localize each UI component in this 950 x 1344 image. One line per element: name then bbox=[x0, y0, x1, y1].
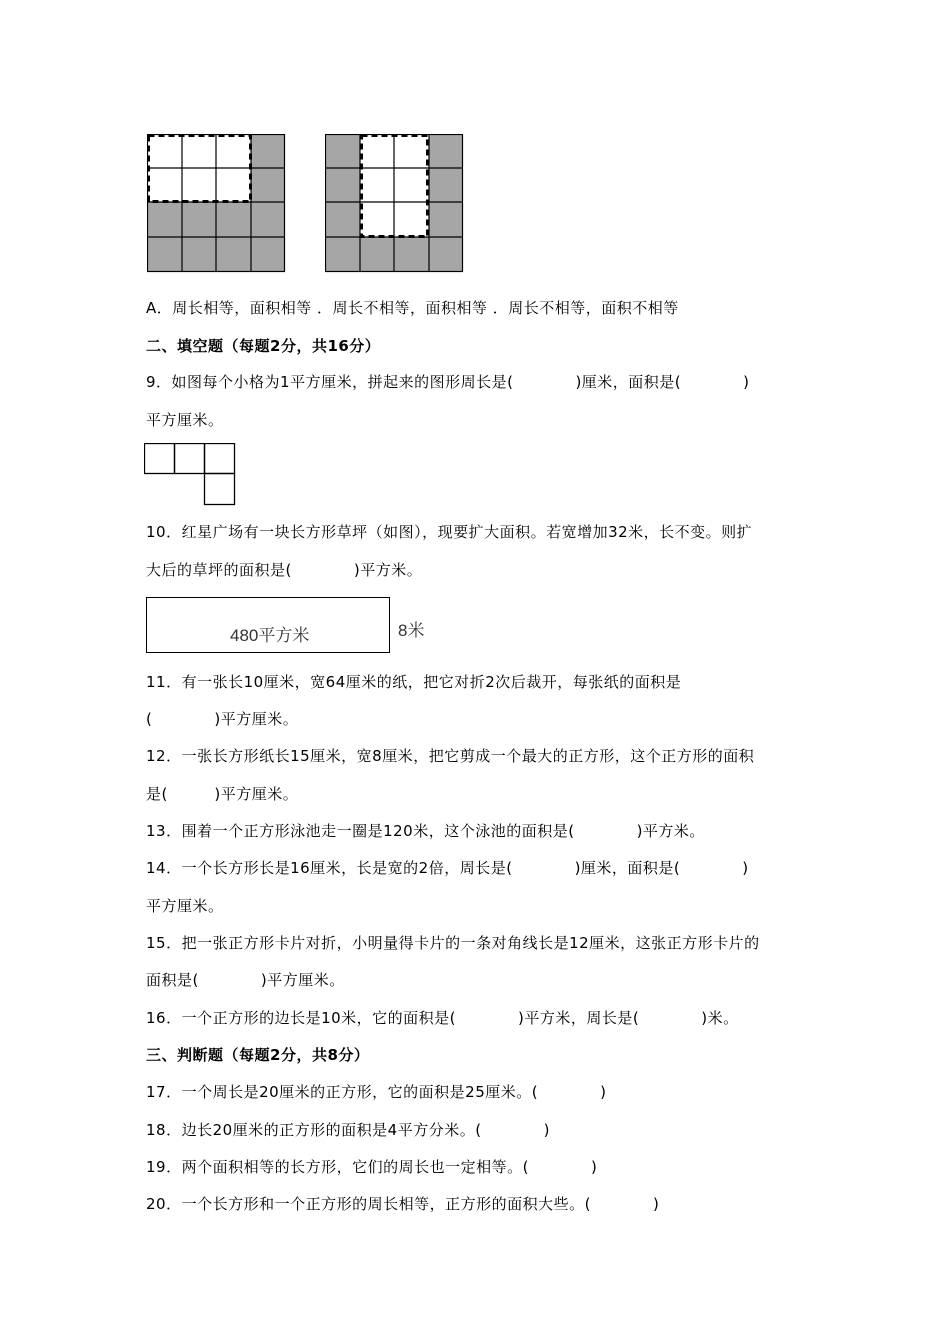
q12-line2: 是( )平方厘米。 bbox=[146, 785, 299, 803]
q20-line1: 20．一个长方形和一个正方形的周长相等，正方形的面积大些。( ) bbox=[146, 1195, 660, 1213]
q8-grid-left bbox=[147, 134, 287, 274]
q13-line1: 13．围着一个正方形泳池走一圈是120米，这个泳池的面积是( )平方米。 bbox=[146, 822, 705, 840]
q9-line2: 平方厘米。 bbox=[146, 411, 224, 429]
q10-area-label: 480平方米 bbox=[230, 626, 310, 645]
q12-line1: 12．一张长方形纸长15厘米，宽8厘米，把它剪成一个最大的正方形，这个正方形的面积 bbox=[146, 747, 755, 765]
q15-line1: 15．把一张正方形卡片对折，小明量得卡片的一条对角线长是12厘米，这张正方形卡片的 bbox=[146, 934, 760, 952]
q11-line2: ( )平方厘米。 bbox=[146, 710, 299, 728]
q19-line1: 19．两个面积相等的长方形，它们的周长也一定相等。( ) bbox=[146, 1158, 598, 1176]
q9-line1: 9．如图每个小格为1平方厘米，拼起来的图形周长是( )厘米，面积是( ) bbox=[146, 373, 750, 391]
q8-grid-right bbox=[325, 134, 465, 274]
q9-shape-figure bbox=[144, 443, 238, 507]
q14-line1: 14．一个长方形长是16厘米，长是宽的2倍，周长是( )厘米，面积是( ) bbox=[146, 859, 749, 877]
q16-line1: 16．一个正方形的边长是10米，它的面积是( )平方米，周长是( )米。 bbox=[146, 1009, 739, 1027]
q15-line2: 面积是( )平方厘米。 bbox=[146, 971, 345, 989]
q10-width-label: 8米 bbox=[398, 621, 425, 640]
q14-line2: 平方厘米。 bbox=[146, 897, 224, 915]
section2-heading: 二、填空题（每题2分，共16分） bbox=[146, 337, 381, 355]
q17-line1: 17．一个周长是20厘米的正方形，它的面积是25厘米。( ) bbox=[146, 1083, 607, 1101]
section3-heading: 三、判断题（每题2分，共8分） bbox=[146, 1046, 370, 1064]
q11-line1: 11．有一张长10厘米，宽64厘米的纸，把它对折2次后裁开，每张纸的面积是 bbox=[146, 673, 682, 691]
q10-line1: 10．红星广场有一块长方形草坪（如图），现要扩大面积。若宽增加32米，长不变。则扩 bbox=[146, 523, 753, 541]
q18-line1: 18．边长20厘米的正方形的面积是4平方分米。( ) bbox=[146, 1121, 550, 1139]
q8-options: A．周长相等，面积相等 ．周长不相等，面积相等 ．周长不相等，面积不相等 bbox=[146, 299, 679, 317]
q10-line2: 大后的草坪的面积是( )平方米。 bbox=[146, 561, 423, 579]
